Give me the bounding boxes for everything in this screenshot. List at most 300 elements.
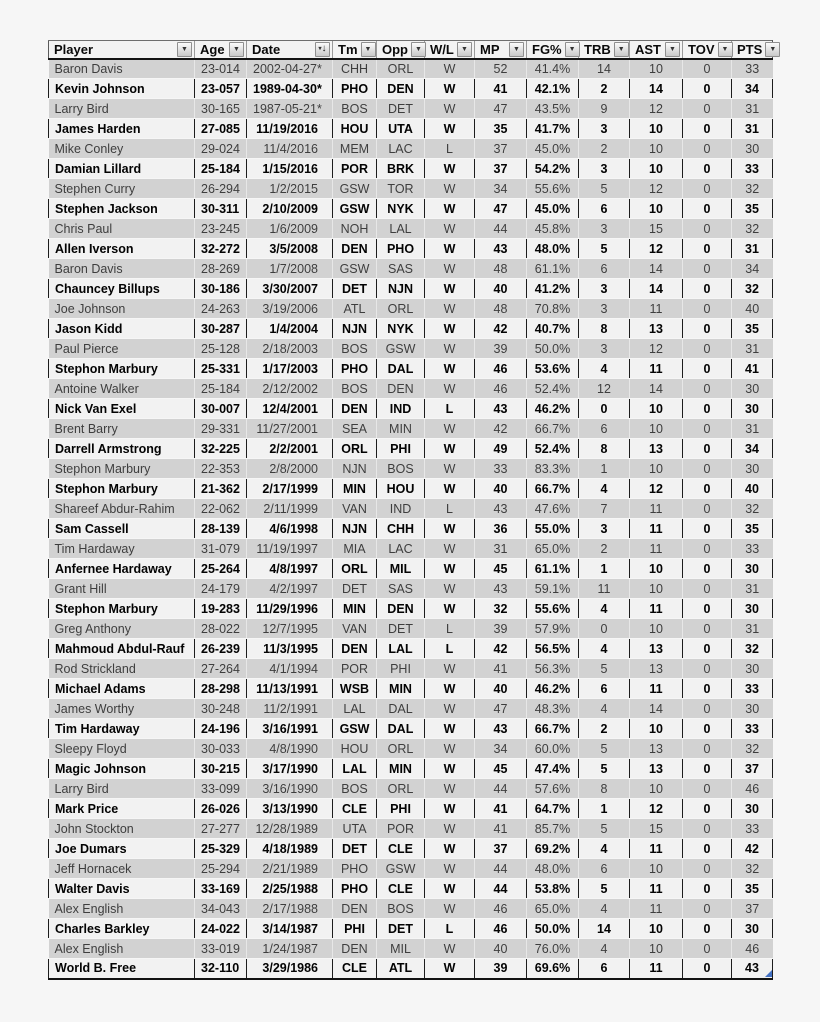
cell-mp[interactable]: 36 xyxy=(475,519,527,539)
cell-wl[interactable]: W xyxy=(425,379,475,399)
cell-player[interactable]: Michael Adams xyxy=(49,679,195,699)
cell-mp[interactable]: 44 xyxy=(475,879,527,899)
cell-trb[interactable]: 8 xyxy=(579,439,630,459)
cell-tov[interactable]: 0 xyxy=(683,259,732,279)
cell-date[interactable]: 11/29/1996 xyxy=(247,599,333,619)
cell-tm[interactable]: DET xyxy=(333,579,377,599)
cell-player[interactable]: John Stockton xyxy=(49,819,195,839)
cell-mp[interactable]: 43 xyxy=(475,239,527,259)
cell-age[interactable]: 25-184 xyxy=(195,159,247,179)
cell-pts[interactable]: 31 xyxy=(732,339,773,359)
cell-date[interactable]: 2/8/2000 xyxy=(247,459,333,479)
cell-mp[interactable]: 37 xyxy=(475,159,527,179)
cell-trb[interactable]: 2 xyxy=(579,79,630,99)
cell-fgpct[interactable]: 53.8% xyxy=(527,879,579,899)
cell-age[interactable]: 25-264 xyxy=(195,559,247,579)
cell-tov[interactable]: 0 xyxy=(683,659,732,679)
cell-wl[interactable]: W xyxy=(425,319,475,339)
cell-tm[interactable]: DET xyxy=(333,279,377,299)
cell-wl[interactable]: W xyxy=(425,299,475,319)
cell-player[interactable]: Sam Cassell xyxy=(49,519,195,539)
cell-date[interactable]: 11/27/2001 xyxy=(247,419,333,439)
cell-mp[interactable]: 45 xyxy=(475,559,527,579)
cell-mp[interactable]: 44 xyxy=(475,779,527,799)
cell-opp[interactable]: NYK xyxy=(377,319,425,339)
cell-pts[interactable]: 32 xyxy=(732,219,773,239)
cell-opp[interactable]: MIN xyxy=(377,679,425,699)
cell-tm[interactable]: DEN xyxy=(333,899,377,919)
cell-ast[interactable]: 11 xyxy=(630,679,683,699)
cell-age[interactable]: 24-196 xyxy=(195,719,247,739)
cell-pts[interactable]: 37 xyxy=(732,899,773,919)
cell-opp[interactable]: SAS xyxy=(377,259,425,279)
cell-mp[interactable]: 48 xyxy=(475,299,527,319)
cell-trb[interactable]: 6 xyxy=(579,959,630,979)
cell-tov[interactable]: 0 xyxy=(683,419,732,439)
cell-trb[interactable]: 14 xyxy=(579,919,630,939)
cell-opp[interactable]: ORL xyxy=(377,779,425,799)
cell-opp[interactable]: DAL xyxy=(377,359,425,379)
cell-date[interactable]: 3/29/1986 xyxy=(247,959,333,979)
cell-opp[interactable]: MIL xyxy=(377,559,425,579)
cell-tm[interactable]: ORL xyxy=(333,439,377,459)
cell-date[interactable]: 11/2/1991 xyxy=(247,699,333,719)
cell-fgpct[interactable]: 66.7% xyxy=(527,419,579,439)
cell-ast[interactable]: 10 xyxy=(630,919,683,939)
cell-player[interactable]: Larry Bird xyxy=(49,779,195,799)
cell-tov[interactable]: 0 xyxy=(683,959,732,979)
cell-age[interactable]: 24-022 xyxy=(195,919,247,939)
cell-pts[interactable]: 31 xyxy=(732,619,773,639)
cell-trb[interactable]: 5 xyxy=(579,239,630,259)
cell-wl[interactable]: W xyxy=(425,839,475,859)
cell-wl[interactable]: W xyxy=(425,879,475,899)
cell-wl[interactable]: W xyxy=(425,339,475,359)
cell-wl[interactable]: L xyxy=(425,499,475,519)
sort-filter-dropdown-icon[interactable] xyxy=(315,42,330,57)
cell-mp[interactable]: 52 xyxy=(475,59,527,79)
cell-trb[interactable]: 14 xyxy=(579,59,630,79)
cell-trb[interactable]: 5 xyxy=(579,739,630,759)
cell-tm[interactable]: DEN xyxy=(333,399,377,419)
cell-ast[interactable]: 12 xyxy=(630,179,683,199)
column-header-opp[interactable] xyxy=(377,41,425,59)
cell-fgpct[interactable]: 69.6% xyxy=(527,959,579,979)
cell-wl[interactable]: L xyxy=(425,139,475,159)
cell-player[interactable]: Kevin Johnson xyxy=(49,79,195,99)
cell-opp[interactable]: DET xyxy=(377,99,425,119)
column-header-mp[interactable] xyxy=(475,41,527,59)
cell-mp[interactable]: 48 xyxy=(475,259,527,279)
cell-mp[interactable]: 33 xyxy=(475,459,527,479)
cell-trb[interactable]: 1 xyxy=(579,559,630,579)
cell-opp[interactable]: MIN xyxy=(377,759,425,779)
cell-ast[interactable]: 12 xyxy=(630,239,683,259)
cell-tm[interactable]: PHI xyxy=(333,919,377,939)
cell-trb[interactable]: 3 xyxy=(579,299,630,319)
cell-date[interactable]: 2/12/2002 xyxy=(247,379,333,399)
cell-mp[interactable]: 46 xyxy=(475,379,527,399)
cell-fgpct[interactable]: 65.0% xyxy=(527,539,579,559)
cell-trb[interactable]: 3 xyxy=(579,219,630,239)
cell-tm[interactable]: VAN xyxy=(333,619,377,639)
cell-opp[interactable]: BOS xyxy=(377,459,425,479)
cell-wl[interactable]: W xyxy=(425,559,475,579)
cell-mp[interactable]: 41 xyxy=(475,799,527,819)
cell-tm[interactable]: NJN xyxy=(333,459,377,479)
cell-date[interactable]: 1/7/2008 xyxy=(247,259,333,279)
cell-tov[interactable]: 0 xyxy=(683,379,732,399)
cell-opp[interactable]: BOS xyxy=(377,899,425,919)
cell-fgpct[interactable]: 52.4% xyxy=(527,439,579,459)
cell-pts[interactable]: 42 xyxy=(732,839,773,859)
cell-ast[interactable]: 10 xyxy=(630,159,683,179)
cell-trb[interactable]: 4 xyxy=(579,639,630,659)
cell-opp[interactable]: TOR xyxy=(377,179,425,199)
cell-tm[interactable]: SEA xyxy=(333,419,377,439)
cell-date[interactable]: 11/19/2016 xyxy=(247,119,333,139)
cell-opp[interactable]: LAL xyxy=(377,219,425,239)
cell-age[interactable]: 23-014 xyxy=(195,59,247,79)
cell-age[interactable]: 26-239 xyxy=(195,639,247,659)
cell-date[interactable]: 11/4/2016 xyxy=(247,139,333,159)
cell-tm[interactable]: MIN xyxy=(333,479,377,499)
cell-tov[interactable]: 0 xyxy=(683,739,732,759)
cell-tov[interactable]: 0 xyxy=(683,279,732,299)
cell-mp[interactable]: 37 xyxy=(475,139,527,159)
cell-mp[interactable]: 46 xyxy=(475,359,527,379)
cell-date[interactable]: 1/15/2016 xyxy=(247,159,333,179)
cell-player[interactable]: Joe Johnson xyxy=(49,299,195,319)
cell-ast[interactable]: 10 xyxy=(630,579,683,599)
cell-age[interactable]: 19-283 xyxy=(195,599,247,619)
cell-opp[interactable]: DEN xyxy=(377,379,425,399)
cell-wl[interactable]: W xyxy=(425,279,475,299)
cell-ast[interactable]: 10 xyxy=(630,419,683,439)
cell-pts[interactable]: 30 xyxy=(732,659,773,679)
cell-fgpct[interactable]: 45.0% xyxy=(527,139,579,159)
cell-fgpct[interactable]: 41.2% xyxy=(527,279,579,299)
cell-player[interactable]: Damian Lillard xyxy=(49,159,195,179)
cell-date[interactable]: 1/2/2015 xyxy=(247,179,333,199)
filter-dropdown-icon[interactable]: ▼ xyxy=(411,42,426,57)
cell-date[interactable]: 3/17/1990 xyxy=(247,759,333,779)
cell-trb[interactable]: 4 xyxy=(579,839,630,859)
cell-opp[interactable]: NYK xyxy=(377,199,425,219)
cell-pts[interactable]: 35 xyxy=(732,319,773,339)
cell-opp[interactable]: DEN xyxy=(377,79,425,99)
cell-tm[interactable]: LAL xyxy=(333,759,377,779)
cell-ast[interactable]: 11 xyxy=(630,959,683,979)
cell-trb[interactable]: 4 xyxy=(579,899,630,919)
cell-ast[interactable]: 13 xyxy=(630,659,683,679)
column-header-fgpct[interactable] xyxy=(527,41,579,59)
cell-wl[interactable]: W xyxy=(425,59,475,79)
cell-player[interactable]: Brent Barry xyxy=(49,419,195,439)
cell-mp[interactable]: 42 xyxy=(475,419,527,439)
cell-pts[interactable]: 33 xyxy=(732,719,773,739)
cell-pts[interactable]: 30 xyxy=(732,699,773,719)
cell-tm[interactable]: CLE xyxy=(333,959,377,979)
cell-opp[interactable]: DET xyxy=(377,619,425,639)
cell-trb[interactable]: 1 xyxy=(579,459,630,479)
cell-date[interactable]: 1/4/2004 xyxy=(247,319,333,339)
cell-player[interactable]: Alex English xyxy=(49,939,195,959)
cell-mp[interactable]: 49 xyxy=(475,439,527,459)
cell-age[interactable]: 30-007 xyxy=(195,399,247,419)
cell-pts[interactable]: 34 xyxy=(732,79,773,99)
cell-age[interactable]: 29-024 xyxy=(195,139,247,159)
cell-pts[interactable]: 41 xyxy=(732,359,773,379)
cell-pts[interactable]: 32 xyxy=(732,279,773,299)
table-resize-handle[interactable] xyxy=(765,970,772,977)
cell-age[interactable]: 21-362 xyxy=(195,479,247,499)
cell-ast[interactable]: 11 xyxy=(630,899,683,919)
cell-date[interactable]: 1987-05-21* xyxy=(247,99,333,119)
cell-tov[interactable]: 0 xyxy=(683,399,732,419)
cell-ast[interactable]: 14 xyxy=(630,259,683,279)
cell-ast[interactable]: 10 xyxy=(630,139,683,159)
cell-pts[interactable]: 46 xyxy=(732,779,773,799)
cell-player[interactable]: Chris Paul xyxy=(49,219,195,239)
cell-pts[interactable]: 46 xyxy=(732,939,773,959)
cell-tm[interactable]: BOS xyxy=(333,379,377,399)
cell-wl[interactable]: W xyxy=(425,859,475,879)
cell-wl[interactable]: W xyxy=(425,219,475,239)
cell-player[interactable]: World B. Free xyxy=(49,959,195,979)
cell-mp[interactable]: 34 xyxy=(475,739,527,759)
cell-age[interactable]: 33-099 xyxy=(195,779,247,799)
cell-opp[interactable]: MIL xyxy=(377,939,425,959)
cell-ast[interactable]: 10 xyxy=(630,939,683,959)
cell-fgpct[interactable]: 42.1% xyxy=(527,79,579,99)
cell-mp[interactable]: 44 xyxy=(475,219,527,239)
cell-player[interactable]: Stephon Marbury xyxy=(49,599,195,619)
cell-pts[interactable]: 40 xyxy=(732,479,773,499)
cell-tm[interactable]: GSW xyxy=(333,199,377,219)
cell-tov[interactable]: 0 xyxy=(683,779,732,799)
cell-trb[interactable]: 4 xyxy=(579,939,630,959)
cell-age[interactable]: 30-186 xyxy=(195,279,247,299)
cell-player[interactable]: Baron Davis xyxy=(49,59,195,79)
cell-mp[interactable]: 31 xyxy=(475,539,527,559)
cell-tov[interactable]: 0 xyxy=(683,479,732,499)
cell-ast[interactable]: 10 xyxy=(630,559,683,579)
cell-pts[interactable]: 35 xyxy=(732,879,773,899)
cell-age[interactable]: 23-057 xyxy=(195,79,247,99)
cell-trb[interactable]: 4 xyxy=(579,699,630,719)
cell-player[interactable]: Jason Kidd xyxy=(49,319,195,339)
cell-ast[interactable]: 13 xyxy=(630,439,683,459)
cell-tm[interactable]: CLE xyxy=(333,799,377,819)
cell-mp[interactable]: 43 xyxy=(475,399,527,419)
cell-player[interactable]: Walter Davis xyxy=(49,879,195,899)
cell-wl[interactable]: W xyxy=(425,259,475,279)
cell-tov[interactable]: 0 xyxy=(683,519,732,539)
cell-player[interactable]: Magic Johnson xyxy=(49,759,195,779)
cell-player[interactable]: Larry Bird xyxy=(49,99,195,119)
cell-fgpct[interactable]: 57.9% xyxy=(527,619,579,639)
cell-age[interactable]: 25-128 xyxy=(195,339,247,359)
cell-pts[interactable]: 34 xyxy=(732,259,773,279)
cell-tm[interactable]: POR xyxy=(333,159,377,179)
cell-fgpct[interactable]: 65.0% xyxy=(527,899,579,919)
cell-age[interactable]: 30-033 xyxy=(195,739,247,759)
cell-date[interactable]: 2/2/2001 xyxy=(247,439,333,459)
cell-mp[interactable]: 44 xyxy=(475,859,527,879)
cell-tov[interactable]: 0 xyxy=(683,199,732,219)
cell-date[interactable]: 3/30/2007 xyxy=(247,279,333,299)
cell-age[interactable]: 30-287 xyxy=(195,319,247,339)
cell-tm[interactable]: LAL xyxy=(333,699,377,719)
cell-mp[interactable]: 40 xyxy=(475,939,527,959)
cell-age[interactable]: 29-331 xyxy=(195,419,247,439)
cell-ast[interactable]: 14 xyxy=(630,699,683,719)
cell-pts[interactable]: 30 xyxy=(732,459,773,479)
cell-pts[interactable]: 30 xyxy=(732,559,773,579)
cell-pts[interactable]: 33 xyxy=(732,679,773,699)
cell-mp[interactable]: 47 xyxy=(475,699,527,719)
cell-pts[interactable]: 34 xyxy=(732,439,773,459)
cell-mp[interactable]: 47 xyxy=(475,99,527,119)
cell-tov[interactable]: 0 xyxy=(683,539,732,559)
cell-tov[interactable]: 0 xyxy=(683,799,732,819)
cell-player[interactable]: Tim Hardaway xyxy=(49,719,195,739)
cell-age[interactable]: 34-043 xyxy=(195,899,247,919)
cell-mp[interactable]: 39 xyxy=(475,339,527,359)
cell-tov[interactable]: 0 xyxy=(683,319,732,339)
cell-tm[interactable]: DEN xyxy=(333,239,377,259)
cell-tm[interactable]: WSB xyxy=(333,679,377,699)
cell-age[interactable]: 33-019 xyxy=(195,939,247,959)
cell-opp[interactable]: GSW xyxy=(377,339,425,359)
cell-player[interactable]: Mike Conley xyxy=(49,139,195,159)
cell-age[interactable]: 32-225 xyxy=(195,439,247,459)
cell-ast[interactable]: 13 xyxy=(630,319,683,339)
cell-mp[interactable]: 42 xyxy=(475,639,527,659)
cell-tov[interactable]: 0 xyxy=(683,599,732,619)
cell-pts[interactable]: 33 xyxy=(732,159,773,179)
cell-pts[interactable]: 30 xyxy=(732,399,773,419)
cell-tov[interactable]: 0 xyxy=(683,559,732,579)
cell-fgpct[interactable]: 60.0% xyxy=(527,739,579,759)
cell-pts[interactable]: 35 xyxy=(732,199,773,219)
cell-player[interactable]: Alex English xyxy=(49,899,195,919)
cell-fgpct[interactable]: 66.7% xyxy=(527,479,579,499)
cell-date[interactable]: 4/6/1998 xyxy=(247,519,333,539)
cell-age[interactable]: 27-085 xyxy=(195,119,247,139)
cell-mp[interactable]: 47 xyxy=(475,199,527,219)
cell-age[interactable]: 24-179 xyxy=(195,579,247,599)
cell-fgpct[interactable]: 61.1% xyxy=(527,559,579,579)
cell-trb[interactable]: 3 xyxy=(579,279,630,299)
cell-trb[interactable]: 5 xyxy=(579,179,630,199)
cell-player[interactable]: Nick Van Exel xyxy=(49,399,195,419)
cell-age[interactable]: 28-298 xyxy=(195,679,247,699)
cell-opp[interactable]: ATL xyxy=(377,959,425,979)
cell-fgpct[interactable]: 46.2% xyxy=(527,399,579,419)
cell-pts[interactable]: 43 xyxy=(732,959,773,979)
cell-mp[interactable]: 42 xyxy=(475,319,527,339)
cell-age[interactable]: 26-026 xyxy=(195,799,247,819)
cell-ast[interactable]: 11 xyxy=(630,879,683,899)
cell-pts[interactable]: 40 xyxy=(732,299,773,319)
cell-wl[interactable]: W xyxy=(425,119,475,139)
cell-age[interactable]: 27-277 xyxy=(195,819,247,839)
cell-ast[interactable]: 11 xyxy=(630,539,683,559)
cell-ast[interactable]: 15 xyxy=(630,819,683,839)
filter-dropdown-icon[interactable]: ▼ xyxy=(765,42,780,57)
cell-wl[interactable]: W xyxy=(425,459,475,479)
cell-ast[interactable]: 14 xyxy=(630,379,683,399)
cell-pts[interactable]: 33 xyxy=(732,539,773,559)
cell-ast[interactable]: 10 xyxy=(630,779,683,799)
cell-pts[interactable]: 32 xyxy=(732,859,773,879)
cell-date[interactable]: 12/7/1995 xyxy=(247,619,333,639)
cell-fgpct[interactable]: 55.6% xyxy=(527,179,579,199)
cell-wl[interactable]: W xyxy=(425,479,475,499)
cell-wl[interactable]: L xyxy=(425,619,475,639)
cell-date[interactable]: 4/18/1989 xyxy=(247,839,333,859)
cell-fgpct[interactable]: 76.0% xyxy=(527,939,579,959)
cell-tm[interactable]: PHO xyxy=(333,359,377,379)
cell-date[interactable]: 4/1/1994 xyxy=(247,659,333,679)
cell-wl[interactable]: W xyxy=(425,959,475,979)
cell-trb[interactable]: 2 xyxy=(579,139,630,159)
cell-player[interactable]: Tim Hardaway xyxy=(49,539,195,559)
cell-trb[interactable]: 2 xyxy=(579,539,630,559)
cell-wl[interactable]: W xyxy=(425,939,475,959)
cell-pts[interactable]: 31 xyxy=(732,579,773,599)
column-header-trb[interactable] xyxy=(579,41,630,59)
column-header-tov[interactable] xyxy=(683,41,732,59)
cell-pts[interactable]: 33 xyxy=(732,819,773,839)
filter-dropdown-icon[interactable]: ▼ xyxy=(565,42,580,57)
cell-trb[interactable]: 5 xyxy=(579,659,630,679)
cell-fgpct[interactable]: 40.7% xyxy=(527,319,579,339)
cell-trb[interactable]: 8 xyxy=(579,779,630,799)
cell-player[interactable]: Antoine Walker xyxy=(49,379,195,399)
cell-date[interactable]: 11/13/1991 xyxy=(247,679,333,699)
cell-age[interactable]: 30-215 xyxy=(195,759,247,779)
cell-ast[interactable]: 10 xyxy=(630,59,683,79)
cell-date[interactable]: 4/8/1990 xyxy=(247,739,333,759)
cell-trb[interactable]: 6 xyxy=(579,679,630,699)
cell-ast[interactable]: 11 xyxy=(630,519,683,539)
cell-fgpct[interactable]: 52.4% xyxy=(527,379,579,399)
cell-player[interactable]: Grant Hill xyxy=(49,579,195,599)
cell-player[interactable]: Darrell Armstrong xyxy=(49,439,195,459)
cell-tov[interactable]: 0 xyxy=(683,439,732,459)
cell-mp[interactable]: 35 xyxy=(475,119,527,139)
cell-ast[interactable]: 13 xyxy=(630,759,683,779)
cell-fgpct[interactable]: 45.0% xyxy=(527,199,579,219)
cell-mp[interactable]: 43 xyxy=(475,499,527,519)
column-header-player[interactable] xyxy=(49,41,195,59)
cell-age[interactable]: 33-169 xyxy=(195,879,247,899)
cell-trb[interactable]: 6 xyxy=(579,419,630,439)
cell-tov[interactable]: 0 xyxy=(683,299,732,319)
cell-tm[interactable]: GSW xyxy=(333,179,377,199)
cell-pts[interactable]: 30 xyxy=(732,139,773,159)
filter-dropdown-icon[interactable]: ▼ xyxy=(361,42,376,57)
cell-wl[interactable]: L xyxy=(425,639,475,659)
cell-player[interactable]: Shareef Abdur-Rahim xyxy=(49,499,195,519)
cell-fgpct[interactable]: 48.0% xyxy=(527,239,579,259)
cell-age[interactable]: 25-184 xyxy=(195,379,247,399)
cell-tm[interactable]: MIA xyxy=(333,539,377,559)
cell-pts[interactable]: 30 xyxy=(732,919,773,939)
